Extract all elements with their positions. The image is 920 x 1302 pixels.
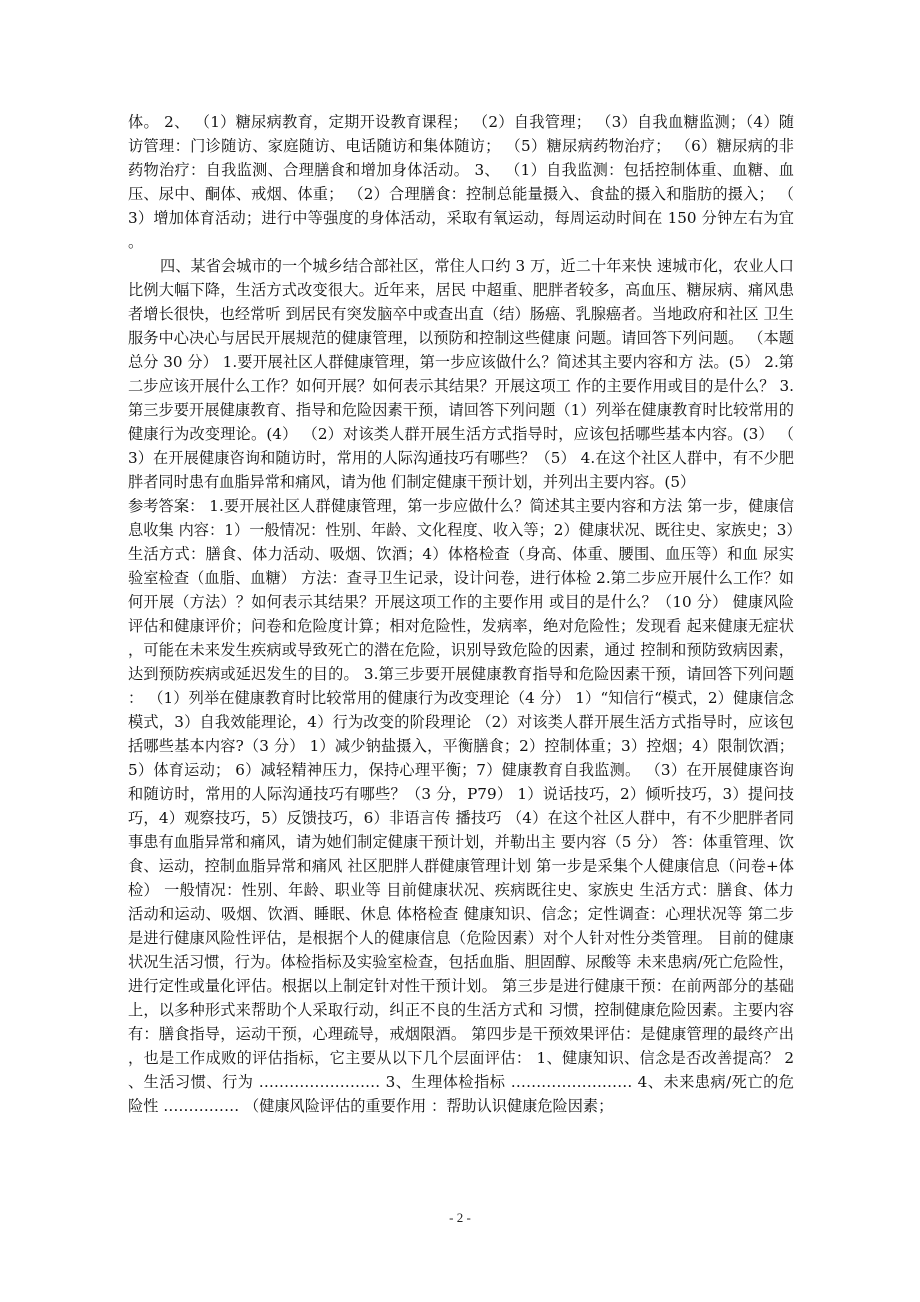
page-number: - 2 - [449, 1210, 471, 1225]
paragraph-question-four: 四、某省会城市的一个城乡结合部社区，常住人口约 3 万，近二十年来快 速城市化，农业人口比例大幅下降，生活方式改变很大。近年来，居民 中超重、肥胖者较多，高血压、糖尿病、痛风患者增长很快，也经常听 到居民有突发脑卒中或查出直（结）肠癌、乳腺癌者。当地政府和社区 卫生服务中心决心与居民开展规范的健康管理，以预防和控制这些健康 问题。请回答下列问题。 （本题总分 30 分） 1.要开展社区人群健康管理，第一步应该做什么？简述其主要内容和方 法。(5） 2.第二步应该开展什么工作？如何开展？如何表示其结果？开展这项工 作的主要作用或目的是什么？ 3.第三步要开展健康教育、指导和危险因素干预，请回答下列问题（1）列举在健康教育时比较常用的健康行为改变理论。(4） （2）对该类人群开展生活方式指导时，应该包括哪些基本内容。(3） （3）在开展健康咨询和随访时，常用的人际沟通技巧有哪些？（5） 4.在这个社区人群中，有不少肥胖者同时患有血脂异常和痛风，请为他 们制定健康干预计划，并列出主要内容。(5） [128, 257, 794, 491]
page-body [128, 110, 794, 1118]
paragraph-reference-answers: 参考答案： 1.要开展社区人群健康管理，第一步应做什么？简述其主要内容和方法 第一步，健康信息收集 内容：1）一般情况：性别、年龄、文化程度、收入等；2）健康状况、既往史、家族史；3） 生活方式：膳食、体力活动、吸烟、饮酒；4）体格检查（身高、体重、腰围、血压等）和血 尿实验室检查（血脂、血糖） 方法：查寻卫生记录，设计问卷，进行体检 2.第二步应开展什么工作？如何开展（方法）？如何表示其结果？开展这项工作的主要作用 或目的是什么？（10 分） 健康风险评估和健康评价；问卷和危险度计算；相对危险性，发病率，绝对危险性；发现看 起来健康无症状，可能在未来发生疾病或导致死亡的潜在危险，识别导致危险的因素，通过 控制和预防致病因素，达到预防疾病或延迟发生的目的。 3.第三步要开展健康教育指导和危险因素干预，请回答下列问题： （1）列举在健康教育时比较常用的健康行为改变理论（4 分） 1）“知信行“模式，2）健康信念模式，3）自我效能理论，4）行为改变的阶段理论 （2）对该类人群开展生活方式指导时，应该包括哪些基本内容?（3 分） 1）减少钠盐摄入，平衡膳食；2）控制体重；3）控烟；4）限制饮酒；5）体育运动； 6）减轻精神压力，保持心理平衡；7）健康教育自我监测。 （3）在开展健康咨询和随访时，常用的人际沟通技巧有哪些？（3 分，P79） 1）说话技巧，2）倾听技巧，3）提问技巧，4）观察技巧，5）反馈技巧，6）非语言传 播技巧 （4）在这个社区人群中，有不少肥胖者同事患有血脂异常和痛风，请为她们制定健康干预计划，并勒出主 要内容（5 分） 答：体重管理、饮食、运动，控制血脂异常和痛风 社区肥胖人群健康管理计划 第一步是采集个人健康信息（问卷+体检） 一般情况：性别、年龄、职业等 目前健康状况、疾病既往史、家族史 生活方式：膳食、体力活动和运动、吸烟、饮酒、睡眠、休息 体格检查 健康知识、信念；定性调查：心理状况等 第二步是进行健康风险性评估，是根据个人的健康信息（危险因素）对个人针对性分类管理。 目前的健康状况生活习惯，行为。体检指标及实验室检查，包括血脂、胆固醇、尿酸等 未来患病/死亡危险性，进行定性或量化评估。根据以上制定针对性干预计划。 第三步是进行健康干预：在前两部分的基础上，以多种形式来帮助个人采取行动，纠正不良的生活方式和 习惯，控制健康危险因素。主要内容有：膳食指导，运动干预，心理疏导，戒烟限酒。 第四步是干预效果评估：是健康管理的最终产出，也是工作成败的评估指标，它主要从以下几个层面评估： 1、健康知识、信念是否改善提高？ 2、生活习惯、行为 …………………… 3、生理体检指标 …………………… 4、未来患病/死亡的危险性 …………… （健康风险评估的重要作用 ：帮助认识健康危险因素； [128, 497, 794, 1115]
paragraph-diabetes-answers: 体。 2、 （1）糖尿病教育，定期开设教育课程； （2）自我管理； （3）自我血糖监测；（4）随访管理：门诊随访、家庭随访、电话随访和集体随访； （5）糖尿病药物治疗； （6）糖尿病的非药物治疗：自我监测、合理膳食和增加身体活动。 3、 （1）自我监测：包括控制体重、血糖、血压、尿中、酮体、戒烟、体重； （2）合理膳食：控制总能量摄入、食盐的摄入和脂肪的摄入； （3）增加体育活动；进行中等强度的身体活动，采取有氧运动，每周运动时间在 150 分钟左右为宜。 [128, 113, 794, 251]
